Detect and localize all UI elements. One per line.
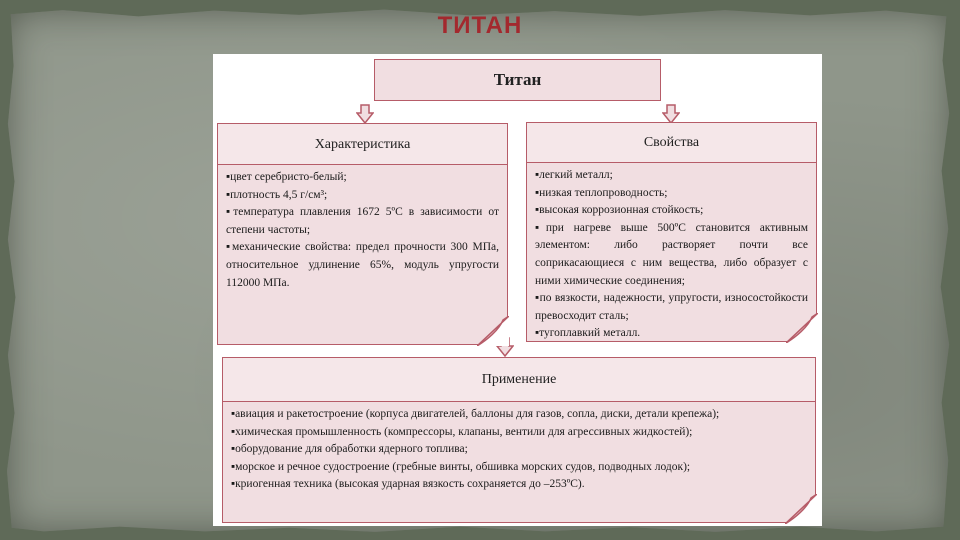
list-item: ▪низкая теплопроводность;	[535, 186, 668, 199]
properties-list	[527, 163, 816, 343]
page-curl-icon	[477, 316, 509, 346]
arrow-down-icon	[356, 104, 374, 124]
root-node: Титан	[374, 59, 661, 101]
page-curl-icon	[785, 494, 817, 524]
characteristics-box	[217, 123, 508, 345]
list-item: ▪цвет серебристо-белый;	[226, 171, 347, 183]
list-item: ▪криогенная техника (высокая ударная вязкость сохраняется до –253ºС).	[231, 478, 585, 491]
page-curl-icon	[786, 313, 818, 343]
list-item: ▪при нагреве выше 500ºС становится активным элементом: либо растворяет почти все соприкасающиеся с ним вещества, либо образует с ними химические соединения;	[535, 221, 808, 287]
list-item: ▪высокая коррозионная стойкость;	[535, 204, 704, 217]
application-box	[222, 357, 816, 523]
list-item: ▪оборудование для обработки ядерного топлива;	[231, 443, 468, 456]
slide-title: ТИТАН	[437, 12, 523, 39]
titanium-diagram	[213, 54, 822, 526]
properties-box	[526, 122, 817, 342]
characteristics-title: Характеристика	[218, 124, 507, 165]
list-item: ▪температура плавления 1672 5ºС в зависимости от степени частоты;	[226, 206, 499, 236]
list-item: ▪легкий металл;	[535, 169, 613, 181]
application-list	[223, 402, 815, 494]
list-item: ▪плотность 4,5 г/см³;	[226, 188, 328, 201]
application-title: Применение	[223, 358, 815, 402]
arrow-down-icon	[662, 104, 680, 124]
list-item: ▪морское и речное судостроение (гребные винты, обшивка морских судов, подводных лодок);	[231, 460, 691, 473]
properties-title: Свойства	[527, 123, 816, 163]
list-item: ▪по вязкости, надежности, упругости, износостойкости превосходит сталь;	[535, 292, 808, 322]
list-item: ▪механические свойства: предел прочности 300 МПа, относительное удлинение 65%, модуль упругости 112000 МПа.	[226, 241, 499, 289]
list-item: ▪тугоплавкий металл.	[535, 327, 641, 340]
characteristics-list	[218, 165, 507, 292]
list-item: ▪химическая промышленность (компрессоры, клапаны, вентили для агрессивных жидкостей);	[231, 425, 693, 438]
list-item: ▪авиация и ракетостроение (корпуса двигателей, баллоны для газов, сопла, диски, детали крепежа);	[231, 408, 720, 420]
